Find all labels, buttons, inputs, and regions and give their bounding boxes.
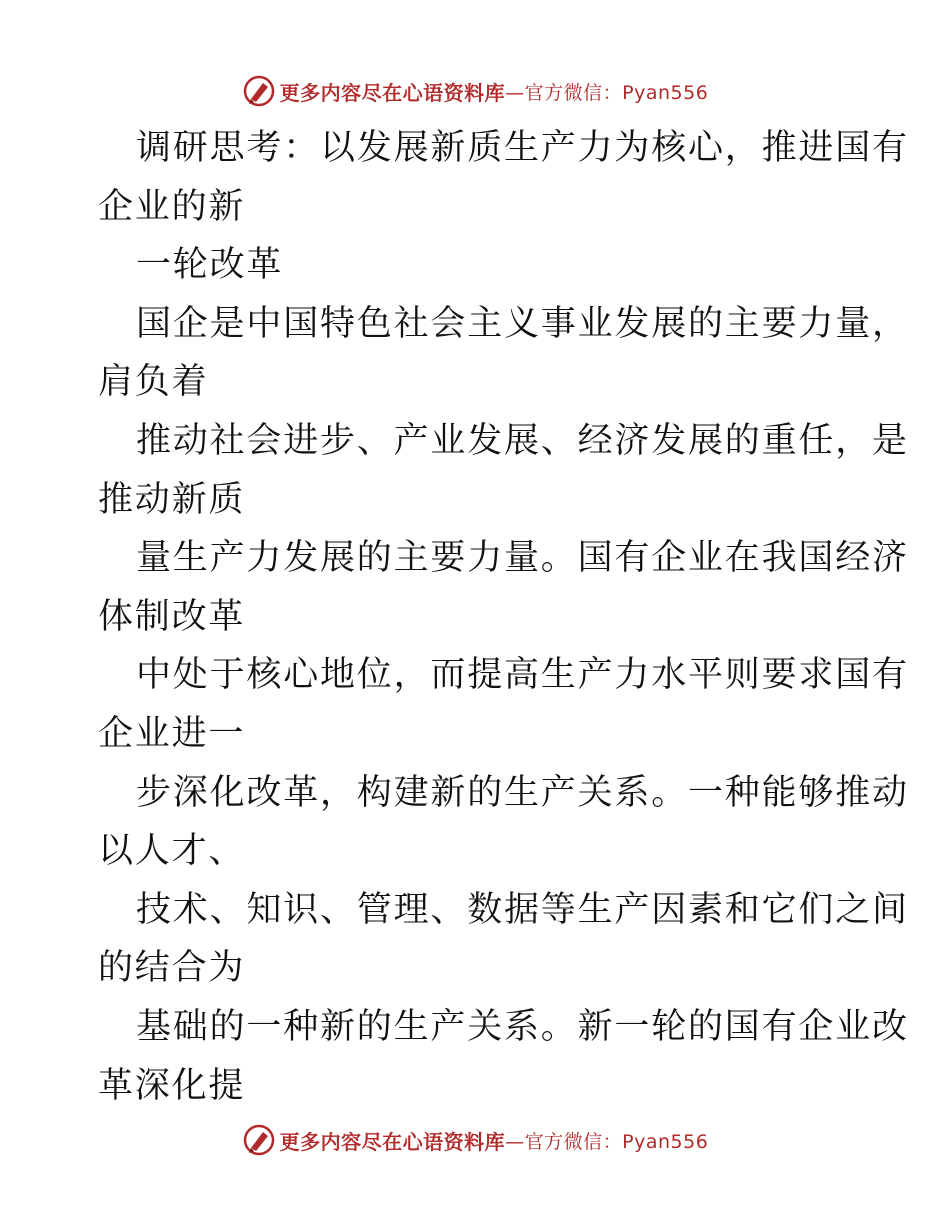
text-line: 推动社会进步、产业发展、经济发展的重任，是 bbox=[136, 420, 909, 461]
text-line: 国企是中国特色社会主义事业发展的主要力量， bbox=[136, 303, 909, 344]
text-line: 的结合为 bbox=[98, 948, 246, 989]
text-line: 肩负着 bbox=[98, 362, 209, 403]
watermark-sub-text: —官方微信：Pyan556 bbox=[505, 1130, 709, 1153]
text-line: 推动新质 bbox=[98, 479, 246, 520]
pen-logo-icon bbox=[242, 1123, 276, 1157]
text-line: 企业进一 bbox=[98, 713, 246, 754]
watermark-main-text: 更多内容尽在心语资料库 bbox=[279, 80, 506, 105]
text-line: 企业的新 bbox=[98, 186, 246, 227]
text-line: 调研思考：以发展新质生产力为核心，推进国有 bbox=[136, 128, 909, 168]
text-line: 革深化提 bbox=[98, 1065, 246, 1106]
header-watermark bbox=[0, 71, 950, 111]
text-line: 步深化改革，构建新的生产关系。一种能够推动 bbox=[136, 772, 909, 813]
text-line: 基础的一种新的生产关系。新一轮的国有企业改 bbox=[136, 1006, 909, 1047]
text-line: 一轮改革 bbox=[136, 245, 284, 286]
text-line: 中处于核心地位，而提高生产力水平则要求国有 bbox=[136, 655, 909, 696]
pen-logo-icon bbox=[242, 74, 276, 108]
text-line: 技术、知识、管理、数据等生产因素和它们之间 bbox=[136, 889, 909, 930]
text-line: 体制改革 bbox=[98, 596, 246, 637]
text-line: 量生产力发展的主要力量。国有企业在我国经济 bbox=[136, 538, 909, 579]
footer-watermark bbox=[0, 1120, 950, 1160]
watermark-sub-text: —官方微信：Pyan556 bbox=[505, 81, 709, 104]
watermark-main-text: 更多内容尽在心语资料库 bbox=[279, 1129, 506, 1154]
document-body bbox=[98, 119, 909, 1115]
text-line: 以人才、 bbox=[98, 831, 246, 872]
